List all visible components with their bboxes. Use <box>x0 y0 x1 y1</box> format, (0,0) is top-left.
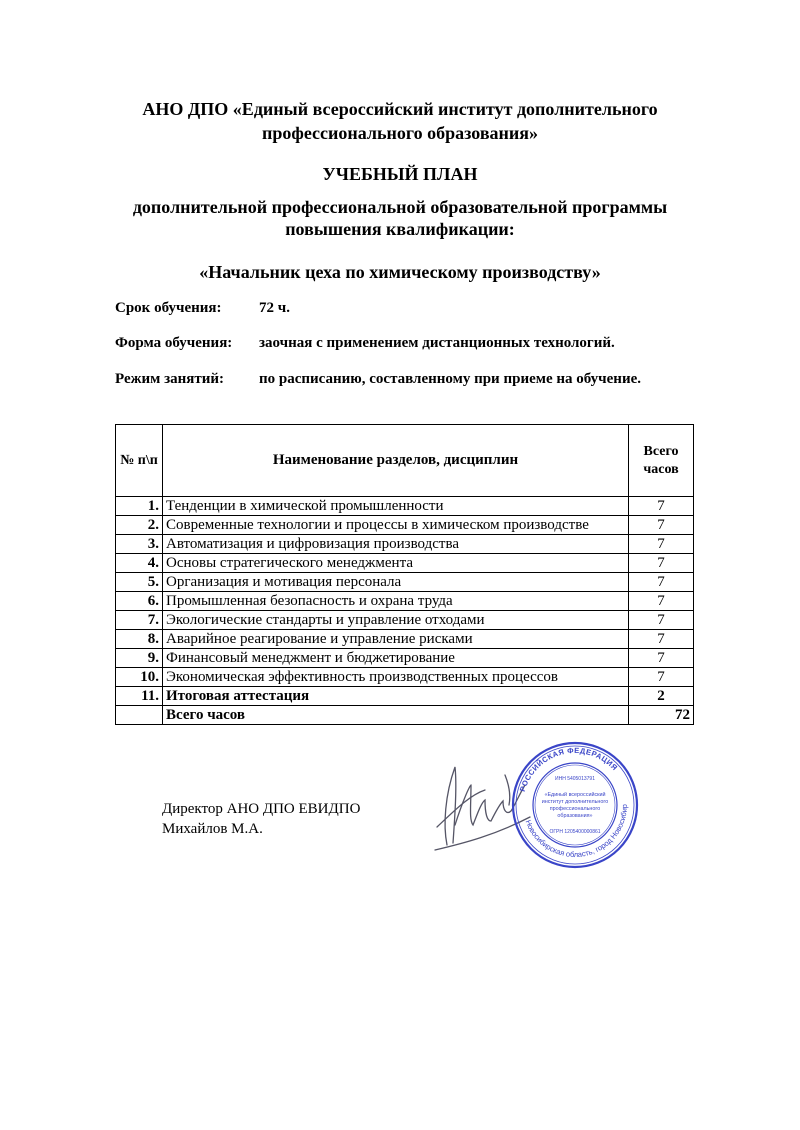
svg-text:ИНН 5405013791: ИНН 5405013791 <box>554 776 596 782</box>
form-label: Форма обучения: <box>115 335 233 351</box>
row-hours: 7 <box>629 649 694 668</box>
curriculum-table <box>115 424 694 725</box>
row-hours: 2 <box>629 687 694 706</box>
table-row <box>116 535 694 554</box>
row-discipline: Автоматизация и цифровизация производства <box>163 535 629 554</box>
mode-value: по расписанию, составленному при приеме на обучение. <box>259 371 641 387</box>
row-hours: 7 <box>629 535 694 554</box>
row-discipline: Финансовый менеджмент и бюджетирование <box>163 649 629 668</box>
row-discipline: Современные технологии и процессы в химическом производстве <box>163 516 629 535</box>
column-header-hours-line-2: часов <box>643 461 679 477</box>
row-discipline: Экологические стандарты и управление отходами <box>163 611 629 630</box>
row-discipline: Экономическая эффективность производственных процессов <box>163 668 629 687</box>
row-number: 8. <box>116 630 163 649</box>
table-row <box>116 554 694 573</box>
row-discipline: Итоговая аттестация <box>163 687 629 706</box>
row-number: 4. <box>116 554 163 573</box>
org-line-2: профессионального образования» <box>261 123 539 143</box>
svg-text:Новосибирская область, город Н: Новосибирская область, город Новосибир <box>523 804 630 860</box>
row-hours: 7 <box>629 573 694 592</box>
total-label: Всего часов <box>163 706 629 725</box>
row-number: 1. <box>116 497 163 516</box>
svg-text:«Единый всероссийский: «Единый всероссийский <box>544 792 606 798</box>
form-value: заочная с применением дистанционных технологий. <box>259 335 615 351</box>
row-number: 6. <box>116 592 163 611</box>
column-header-hours <box>629 425 694 497</box>
table-row <box>116 592 694 611</box>
table-row <box>116 516 694 535</box>
document-subtitle <box>0 196 800 240</box>
row-number: 2. <box>116 516 163 535</box>
form-row <box>115 334 615 352</box>
column-header-number: № п\п <box>116 425 163 497</box>
row-number: 11. <box>116 687 163 706</box>
row-number: 5. <box>116 573 163 592</box>
signatory-name: Михайлов М.А. <box>162 821 263 837</box>
table-row <box>116 649 694 668</box>
signatory-block <box>162 799 360 839</box>
row-discipline: Организация и мотивация персонала <box>163 573 629 592</box>
column-header-name: Наименование разделов, дисциплин <box>163 425 629 497</box>
row-hours: 7 <box>629 497 694 516</box>
signatory-position: Директор АНО ДПО ЕВИДПО <box>162 801 361 817</box>
row-hours: 7 <box>629 554 694 573</box>
mode-row <box>115 370 641 388</box>
organization-name <box>0 97 800 145</box>
row-discipline: Основы стратегического менеджмента <box>163 554 629 573</box>
organization-seal <box>510 740 640 870</box>
subtitle-line-2: повышения квалификации: <box>285 219 515 239</box>
duration-label: Срок обучения: <box>115 300 222 316</box>
table-row <box>116 573 694 592</box>
row-discipline: Тенденции в химической промышленности <box>163 497 629 516</box>
table-row <box>116 668 694 687</box>
table-row <box>116 611 694 630</box>
total-value: 72 <box>629 706 694 725</box>
svg-text:образования»: образования» <box>557 813 593 819</box>
subtitle-line-1: дополнительной профессиональной образовательной программы <box>132 197 668 217</box>
duration-row <box>115 299 290 317</box>
row-hours: 7 <box>629 611 694 630</box>
svg-text:профессионального: профессионального <box>549 806 601 812</box>
table-row <box>116 497 694 516</box>
table-header-row <box>116 425 694 497</box>
row-number: 3. <box>116 535 163 554</box>
svg-text:РОССИЙСКАЯ ФЕДЕРАЦИЯ: РОССИЙСКАЯ ФЕДЕРАЦИЯ <box>517 745 620 793</box>
table-row-final-exam <box>116 687 694 706</box>
row-hours: 7 <box>629 516 694 535</box>
document-title: УЧЕБНЫЙ ПЛАН <box>322 164 478 184</box>
column-header-hours-line-1: Всего <box>643 443 679 459</box>
total-empty-cell <box>116 706 163 725</box>
org-line-1: АНО ДПО «Единый всероссийский институт дополнительного <box>142 99 658 119</box>
program-name: «Начальник цеха по химическому производству» <box>199 262 601 282</box>
duration-value: 72 ч. <box>259 300 290 316</box>
table-row-total <box>116 706 694 725</box>
mode-label: Режим занятий: <box>115 371 225 387</box>
row-number: 10. <box>116 668 163 687</box>
row-number: 9. <box>116 649 163 668</box>
row-number: 7. <box>116 611 163 630</box>
table-row <box>116 630 694 649</box>
row-hours: 7 <box>629 592 694 611</box>
row-hours: 7 <box>629 668 694 687</box>
svg-text:институт дополнительного: институт дополнительного <box>541 799 609 805</box>
row-discipline: Аварийное реагирование и управление рисками <box>163 630 629 649</box>
row-hours: 7 <box>629 630 694 649</box>
row-discipline: Промышленная безопасность и охрана труда <box>163 592 629 611</box>
svg-text:ОГРН 1205400000861: ОГРН 1205400000861 <box>549 829 601 835</box>
